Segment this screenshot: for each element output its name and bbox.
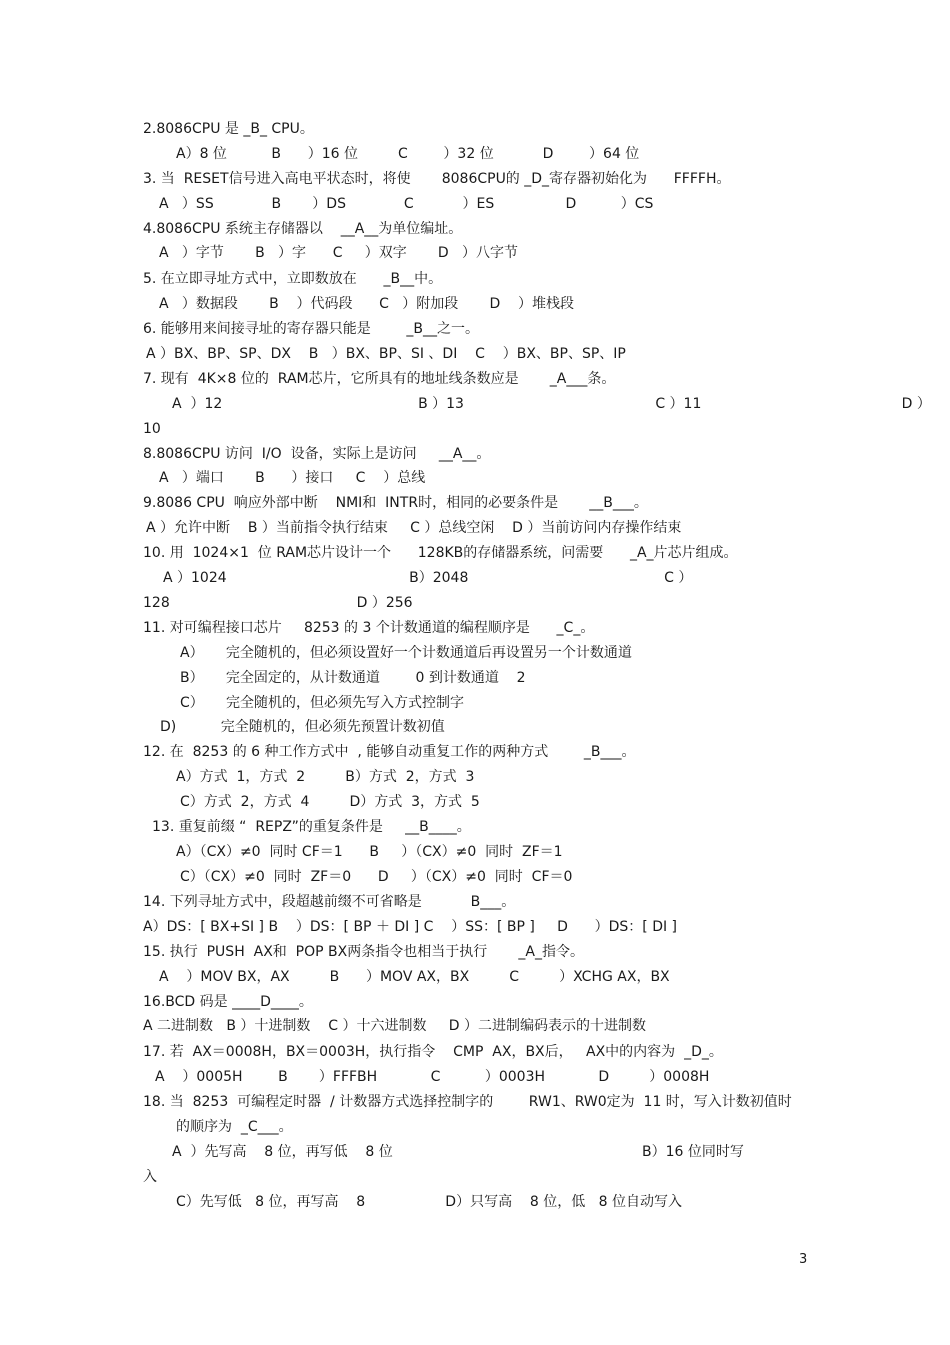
q9-question: 9.8086 CPU 响应外部中断 NMI和 INTR时，相同的必要条件是 __B___。 <box>143 495 648 511</box>
q3-options: A ）SS B ）DS C ）ES D ）CS <box>159 196 654 212</box>
q18-options-2: C）先写低 8 位，再写高 8 D）只写高 8 位，低 8 位自动写入 <box>176 1194 682 1210</box>
q6-options: A ）BX、BP、SP、DX B ）BX、BP、SI 、DI C ）BX、BP、SP、IP <box>146 346 626 362</box>
q14-options: A）DS：[ BX+SI ] B ）DS：[ BP ＋ DI ] C ）SS：[ BP ] D ）DS：[ DI ] <box>143 919 678 935</box>
q18-question-cont: 的顺序为 _C___。 <box>176 1119 293 1135</box>
q14-question: 14. 下列寻址方式中，段超越前缀不可省略是 B___。 <box>143 894 516 910</box>
q8-question: 8.8086CPU 访问 I/O 设备，实际上是访问 __A__。 <box>143 446 491 462</box>
q12-options-2: C）方式 2，方式 4 D）方式 3，方式 5 <box>180 794 480 810</box>
q11-option-c: C） 完全随机的，但必须先写入方式控制字 <box>180 695 465 711</box>
q7-options: A ）12 B ）13 C ）11 D ） <box>172 396 931 412</box>
page-number: 3 <box>799 1252 808 1267</box>
q9-options: A ）允许中断 B ）当前指令执行结束 C ）总线空闲 D ）当前访问内存操作结束 <box>146 520 682 536</box>
q4-options: A ）字节 B ）字 C ）双字 D ）八字节 <box>159 245 519 261</box>
q13-question: 13. 重复前缀 “ REPZ”的重复条件是 __B____。 <box>152 819 471 835</box>
q11-option-d: D) 完全随机的，但必须先预置计数初值 <box>160 719 445 735</box>
q18-question: 18. 当 8253 可编程定时器 / 计数器方式选择控制字的 RW1、RW0定为 11 时，写入计数初值时 <box>143 1094 792 1110</box>
q17-question: 17. 若 AX＝0008H，BX＝0003H，执行指令 CMP AX，BX后， AX中的内容为 _D_。 <box>143 1044 723 1060</box>
q2-options: A）8 位 B ）16 位 C ）32 位 D ）64 位 <box>176 146 640 162</box>
q4-question: 4.8086CPU 系统主存储器以 __A__为单位编址。 <box>143 221 463 237</box>
q11-question: 11. 对可编程接口芯片 8253 的 3 个计数通道的编程顺序是 _C_。 <box>143 620 595 636</box>
q15-options: A ）MOV BX，AX B ）MOV AX，BX C ）XCHG AX，BX <box>159 969 670 985</box>
q10-options-wrap: 128 D ）256 <box>143 595 413 611</box>
q5-question: 5. 在立即寻址方式中，立即数放在 _B__中。 <box>143 271 443 287</box>
q8-options: A ）端口 B ）接口 C ）总线 <box>159 470 426 486</box>
q7-question: 7. 现有 4K×8 位的 RAM芯片，它所具有的地址线条数应是 _A___条。 <box>143 371 616 387</box>
q18-options-wrap: 入 <box>143 1169 157 1185</box>
q11-option-b: B） 完全固定的，从计数通道 0 到计数通道 2 <box>180 670 526 686</box>
q5-options: A ）数据段 B ）代码段 C ）附加段 D ）堆栈段 <box>159 296 575 312</box>
q13-options-1: A）（CX）≠0 同时 CF＝1 B ）（CX）≠0 同时 ZF＝1 <box>176 844 563 860</box>
q12-options-1: A）方式 1，方式 2 B）方式 2，方式 3 <box>176 769 475 785</box>
q11-option-a: A） 完全随机的，但必须设置好一个计数通道后再设置另一个计数通道 <box>180 645 632 661</box>
q6-question: 6. 能够用来间接寻址的寄存器只能是 _B__之一。 <box>143 321 480 337</box>
q12-question: 12. 在 8253 的 6 种工作方式中 , 能够自动重复工作的两种方式 _B___。 <box>143 744 636 760</box>
q10-question: 10. 用 1024×1 位 RAM芯片设计一个 128KB的存储器系统，问需要 _A_片芯片组成。 <box>143 545 738 561</box>
q16-question: 16.BCD 码是 ____D____。 <box>143 994 313 1010</box>
q3-question: 3. 当 RESET信号进入高电平状态时，将使 8086CPU的 _D_寄存器初始化为 FFFFH。 <box>143 171 731 187</box>
q7-options-wrap: 10 <box>143 421 161 437</box>
q18-options-1: A ）先写高 8 位，再写低 8 位 B）16 位同时写 <box>172 1144 744 1160</box>
q16-options: A 二进制数 B ）十进制数 C ）十六进制数 D ）二进制编码表示的十进制数 <box>143 1018 646 1034</box>
q15-question: 15. 执行 PUSH AX和 POP BX两条指令也相当于执行 _A_指令。 <box>143 944 584 960</box>
q10-options: A ）1024 B）2048 C ） <box>163 570 693 586</box>
q17-options: A ）0005H B ）FFFBH C ）0003H D ）0008H <box>155 1069 710 1085</box>
q13-options-2: C）（CX）≠0 同时 ZF＝0 D ）（CX）≠0 同时 CF＝0 <box>180 869 573 885</box>
q2-question: 2.8086CPU 是 _B_ CPU。 <box>143 121 314 137</box>
